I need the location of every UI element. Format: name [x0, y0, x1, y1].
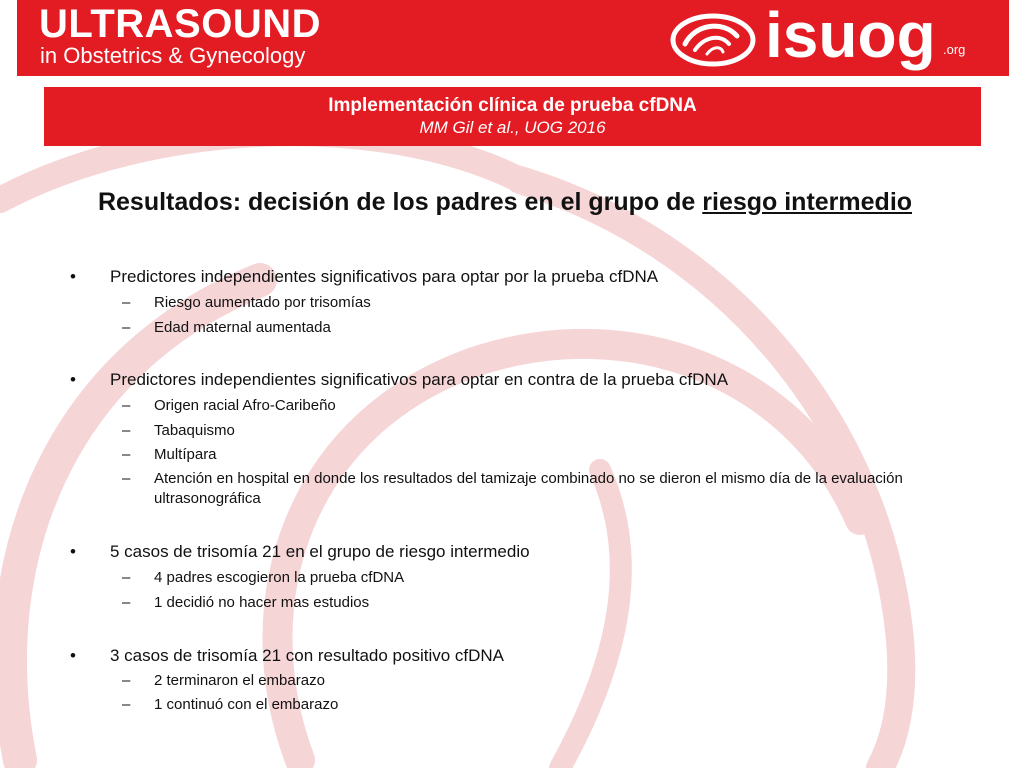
sub-bullet-marker: –	[122, 422, 131, 439]
sub-bullet-marker: –	[122, 470, 131, 487]
journal-subtitle: in Obstetrics & Gynecology	[40, 43, 306, 68]
sub-bullet-text: 4 padres escogieron la prueba cfDNA	[154, 569, 405, 586]
bullet-text: 5 casos de trisomía 21 en el grupo de riesgo intermedio	[110, 542, 530, 561]
sub-bullet-text: 1 decidió no hacer mas estudios	[154, 594, 370, 611]
bullet-marker: •	[70, 646, 76, 665]
journal-name: ULTRASOUND	[39, 2, 322, 46]
sub-bullet-marker: –	[122, 446, 131, 463]
sub-bullet-text: Tabaquismo	[154, 422, 235, 439]
bullet-marker: •	[70, 370, 76, 389]
sub-bullet-text: Origen racial Afro-Caribeño	[154, 397, 336, 414]
sub-bullet-marker: –	[122, 319, 131, 336]
sub-bullet-text: 1 continuó con el embarazo	[154, 696, 339, 713]
sub-bullet-text: Edad maternal aumentada	[154, 319, 331, 336]
section-heading	[90, 186, 920, 218]
sub-bullet-text: Multípara	[154, 446, 217, 463]
bullet-marker: •	[70, 542, 76, 561]
sub-bullet-marker: –	[122, 397, 131, 414]
logo-suffix: .org	[943, 42, 966, 57]
sub-bullet-marker: –	[122, 294, 131, 311]
bullet-text: Predictores independientes significativos para optar en contra de la prueba cfDNA	[110, 370, 729, 389]
sub-bullet-marker: –	[122, 672, 131, 689]
logo-text: isuog	[765, 0, 936, 71]
sub-bullet-text: 2 terminaron el embarazo	[154, 672, 325, 689]
bullet-text: Predictores independientes significativos para optar por la prueba cfDNA	[110, 267, 659, 286]
sub-bullet-marker: –	[122, 594, 131, 611]
bullet-text: 3 casos de trisomía 21 con resultado positivo cfDNA	[110, 646, 505, 665]
heading-part-1: Resultados: decisión de los padres en el grupo de	[97, 188, 703, 216]
sub-bullet-marker: –	[122, 696, 131, 713]
heading-part-2-underlined: riesgo intermedio	[702, 188, 913, 216]
sub-bullet-text: Atención en hospital en donde los resultados del tamizaje combinado no se dieron el mismo día de la evaluación ultrasonográfica	[154, 470, 903, 507]
sub-bullet-text: Riesgo aumentado por trisomías	[154, 294, 371, 311]
bullet-marker: •	[70, 267, 76, 286]
slide-title: Implementación clínica de prueba cfDNA	[328, 95, 697, 116]
sub-bullet-marker: –	[122, 569, 131, 586]
slide-citation: MM Gil et al., UOG 2016	[419, 118, 606, 137]
